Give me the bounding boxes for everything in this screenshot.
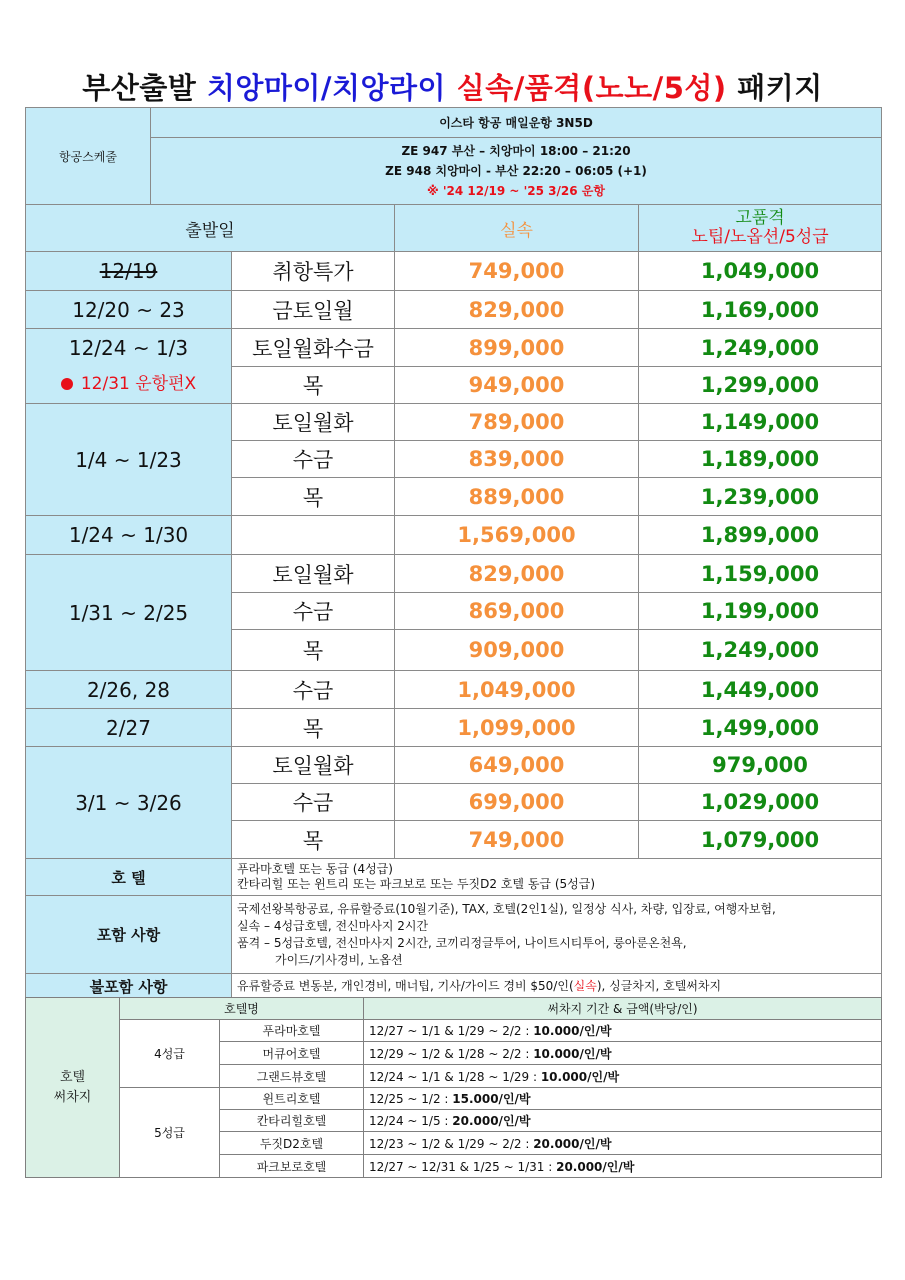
hotel-name: 파크보로호텔 bbox=[220, 1155, 364, 1178]
header-premium-subtitle: 노팁/노옵션/5성급 bbox=[691, 227, 829, 247]
flight-airline: 이스타 항공 매일운항 3N5D bbox=[151, 108, 882, 138]
excluded-info: 유류할증료 변동분, 개인경비, 매너팁, 기사/가이드 경비 $50/인(실속), 싱글차지, 호텔써차지 bbox=[232, 974, 882, 999]
table-row bbox=[26, 252, 882, 291]
economy-price: 949,000 bbox=[395, 367, 639, 404]
surcharge-period: 12/25 ~ 1/2 : 15.000/인/박 bbox=[364, 1088, 882, 1110]
table-row bbox=[26, 671, 882, 709]
economy-price: 839,000 bbox=[395, 441, 639, 478]
departure-days: 토일월화 bbox=[232, 404, 395, 441]
table-row bbox=[26, 516, 882, 555]
departure-date: 12/20 ~ 23 bbox=[26, 291, 232, 329]
surcharge-period: 12/29 ~ 1/2 & 1/28 ~ 2/2 : 10.000/인/박 bbox=[364, 1042, 882, 1065]
excluded-label: 불포함 사항 bbox=[26, 974, 232, 999]
departure-date: 12/19 bbox=[26, 252, 232, 291]
premium-price: 1,199,000 bbox=[639, 593, 882, 630]
flight-operation-note: ※ '24 12/19 ~ '25 3/26 운항 bbox=[427, 184, 605, 198]
title-grade: 실속/품격(노노/5성) bbox=[446, 71, 727, 105]
economy-price: 889,000 bbox=[395, 478, 639, 516]
hotel-name: 윈트리호텔 bbox=[220, 1088, 364, 1110]
hotel-name: 두짓D2호텔 bbox=[220, 1132, 364, 1155]
title-departure: 부산출발 bbox=[82, 71, 207, 105]
table-row bbox=[26, 747, 882, 784]
premium-price: 1,239,000 bbox=[639, 478, 882, 516]
departure-date: 1/4 ~ 1/23 bbox=[26, 404, 232, 516]
premium-price: 1,079,000 bbox=[639, 821, 882, 859]
surcharge-period: 12/24 ~ 1/5 : 20.000/인/박 bbox=[364, 1110, 882, 1132]
premium-price: 1,299,000 bbox=[639, 367, 882, 404]
departure-days: 토일월화 bbox=[232, 747, 395, 784]
premium-price: 1,449,000 bbox=[639, 671, 882, 709]
departure-days: 토일월화 bbox=[232, 555, 395, 593]
red-dot-icon bbox=[61, 378, 73, 390]
premium-price: 1,149,000 bbox=[639, 404, 882, 441]
surcharge-header-hotel: 호텔명 bbox=[120, 998, 364, 1020]
economy-price: 749,000 bbox=[395, 252, 639, 291]
included-label: 포함 사항 bbox=[26, 896, 232, 974]
price-table bbox=[25, 107, 882, 999]
header-departure-date: 출발일 bbox=[26, 205, 395, 252]
departure-date: 1/24 ~ 1/30 bbox=[26, 516, 232, 555]
flight-outbound: ZE 947 부산 – 치앙마이 18:00 – 21:20 bbox=[401, 144, 631, 158]
departure-days: 수금 bbox=[232, 441, 395, 478]
surcharge-period: 12/27 ~ 1/1 & 1/29 ~ 2/2 : 10.000/인/박 bbox=[364, 1020, 882, 1042]
economy-price: 789,000 bbox=[395, 404, 639, 441]
table-row bbox=[26, 709, 882, 747]
hotel-label: 호 텔 bbox=[26, 859, 232, 896]
table-row bbox=[26, 291, 882, 329]
economy-price: 1,049,000 bbox=[395, 671, 639, 709]
departure-days: 수금 bbox=[232, 671, 395, 709]
header-premium bbox=[639, 205, 882, 252]
surcharge-period: 12/27 ~ 12/31 & 1/25 ~ 1/31 : 20.000/인/박 bbox=[364, 1155, 882, 1178]
premium-price: 979,000 bbox=[639, 747, 882, 784]
header-premium-title: 고품격 bbox=[735, 208, 785, 228]
departure-days: 수금 bbox=[232, 593, 395, 630]
economy-price: 649,000 bbox=[395, 747, 639, 784]
economy-price: 829,000 bbox=[395, 291, 639, 329]
table-row bbox=[26, 1088, 882, 1110]
hotel-name: 머큐어호텔 bbox=[220, 1042, 364, 1065]
premium-price: 1,249,000 bbox=[639, 329, 882, 367]
table-row bbox=[26, 404, 882, 441]
economy-price: 829,000 bbox=[395, 555, 639, 593]
included-info: 국제선왕복항공료, 유류할증료(10월기준), TAX, 호텔(2인1실), 일정상 식사, 차량, 입장료, 여행자보험, 실속 – 4성급호텔, 전신마사지 2시간 품격 – 5성급호텔, 전신마사지 2시간, 코끼리정글투어, 나이트시티투어, 룽아룬온천욕, 가이드/기사경비, 노옵션 bbox=[232, 896, 882, 974]
hotel-info bbox=[232, 859, 882, 896]
departure-date: 12/24 ~ 1/3 12/31 운항편X bbox=[26, 329, 232, 404]
header-economy: 실속 bbox=[395, 205, 639, 252]
departure-days: 목 bbox=[232, 821, 395, 859]
economy-price: 869,000 bbox=[395, 593, 639, 630]
economy-price: 909,000 bbox=[395, 630, 639, 671]
departure-date: 2/27 bbox=[26, 709, 232, 747]
hotel-name: 칸타리힐호텔 bbox=[220, 1110, 364, 1132]
economy-price: 749,000 bbox=[395, 821, 639, 859]
hotel-grade: 4성급 bbox=[120, 1020, 220, 1088]
departure-days: 토일월화수금 bbox=[232, 329, 395, 367]
table-row bbox=[26, 555, 882, 593]
hotel-grade: 5성급 bbox=[120, 1088, 220, 1178]
premium-price: 1,899,000 bbox=[639, 516, 882, 555]
premium-price: 1,029,000 bbox=[639, 784, 882, 821]
premium-price: 1,049,000 bbox=[639, 252, 882, 291]
surcharge-label: 호텔 써차지 bbox=[26, 998, 120, 1178]
surcharge-period: 12/24 ~ 1/1 & 1/28 ~ 1/29 : 10.000/인/박 bbox=[364, 1065, 882, 1088]
departure-days: 목 bbox=[232, 478, 395, 516]
departure-days bbox=[232, 516, 395, 555]
flight-schedule-label: 항공스케줄 bbox=[26, 108, 151, 205]
flight-details bbox=[151, 138, 882, 205]
date-note: 12/31 운항편X bbox=[26, 366, 231, 402]
economy-price: 699,000 bbox=[395, 784, 639, 821]
departure-days: 목 bbox=[232, 367, 395, 404]
flight-return: ZE 948 치앙마이 - 부산 22:20 – 06:05 (+1) bbox=[385, 164, 647, 178]
economy-price: 1,099,000 bbox=[395, 709, 639, 747]
departure-days: 수금 bbox=[232, 784, 395, 821]
page-title bbox=[0, 66, 905, 107]
title-package: 패키지 bbox=[726, 71, 823, 105]
surcharge-header-period: 써차지 기간 & 금액(박당/인) bbox=[364, 998, 882, 1020]
premium-price: 1,249,000 bbox=[639, 630, 882, 671]
surcharge-period: 12/23 ~ 1/2 & 1/29 ~ 2/2 : 20.000/인/박 bbox=[364, 1132, 882, 1155]
table-row bbox=[26, 1020, 882, 1042]
premium-price: 1,499,000 bbox=[639, 709, 882, 747]
premium-price: 1,169,000 bbox=[639, 291, 882, 329]
hotel-name: 그랜드뷰호텔 bbox=[220, 1065, 364, 1088]
departure-days: 금토일월 bbox=[232, 291, 395, 329]
hotel-line-4star: 푸라마호텔 또는 동급 (4성급) bbox=[237, 862, 393, 876]
premium-price: 1,159,000 bbox=[639, 555, 882, 593]
departure-days: 취항특가 bbox=[232, 252, 395, 291]
table-row bbox=[26, 329, 882, 367]
departure-days: 목 bbox=[232, 630, 395, 671]
economy-price: 899,000 bbox=[395, 329, 639, 367]
departure-date: 1/31 ~ 2/25 bbox=[26, 555, 232, 671]
departure-days: 목 bbox=[232, 709, 395, 747]
economy-price: 1,569,000 bbox=[395, 516, 639, 555]
hotel-surcharge-table bbox=[25, 997, 882, 1178]
departure-date: 3/1 ~ 3/26 bbox=[26, 747, 232, 859]
title-destination: 치앙마이/치앙라이 bbox=[206, 71, 447, 105]
hotel-line-5star: 칸타리힐 또는 윈트리 또는 파크보로 또는 두짓D2 호텔 동급 (5성급) bbox=[237, 877, 596, 891]
departure-date: 2/26, 28 bbox=[26, 671, 232, 709]
premium-price: 1,189,000 bbox=[639, 441, 882, 478]
hotel-name: 푸라마호텔 bbox=[220, 1020, 364, 1042]
